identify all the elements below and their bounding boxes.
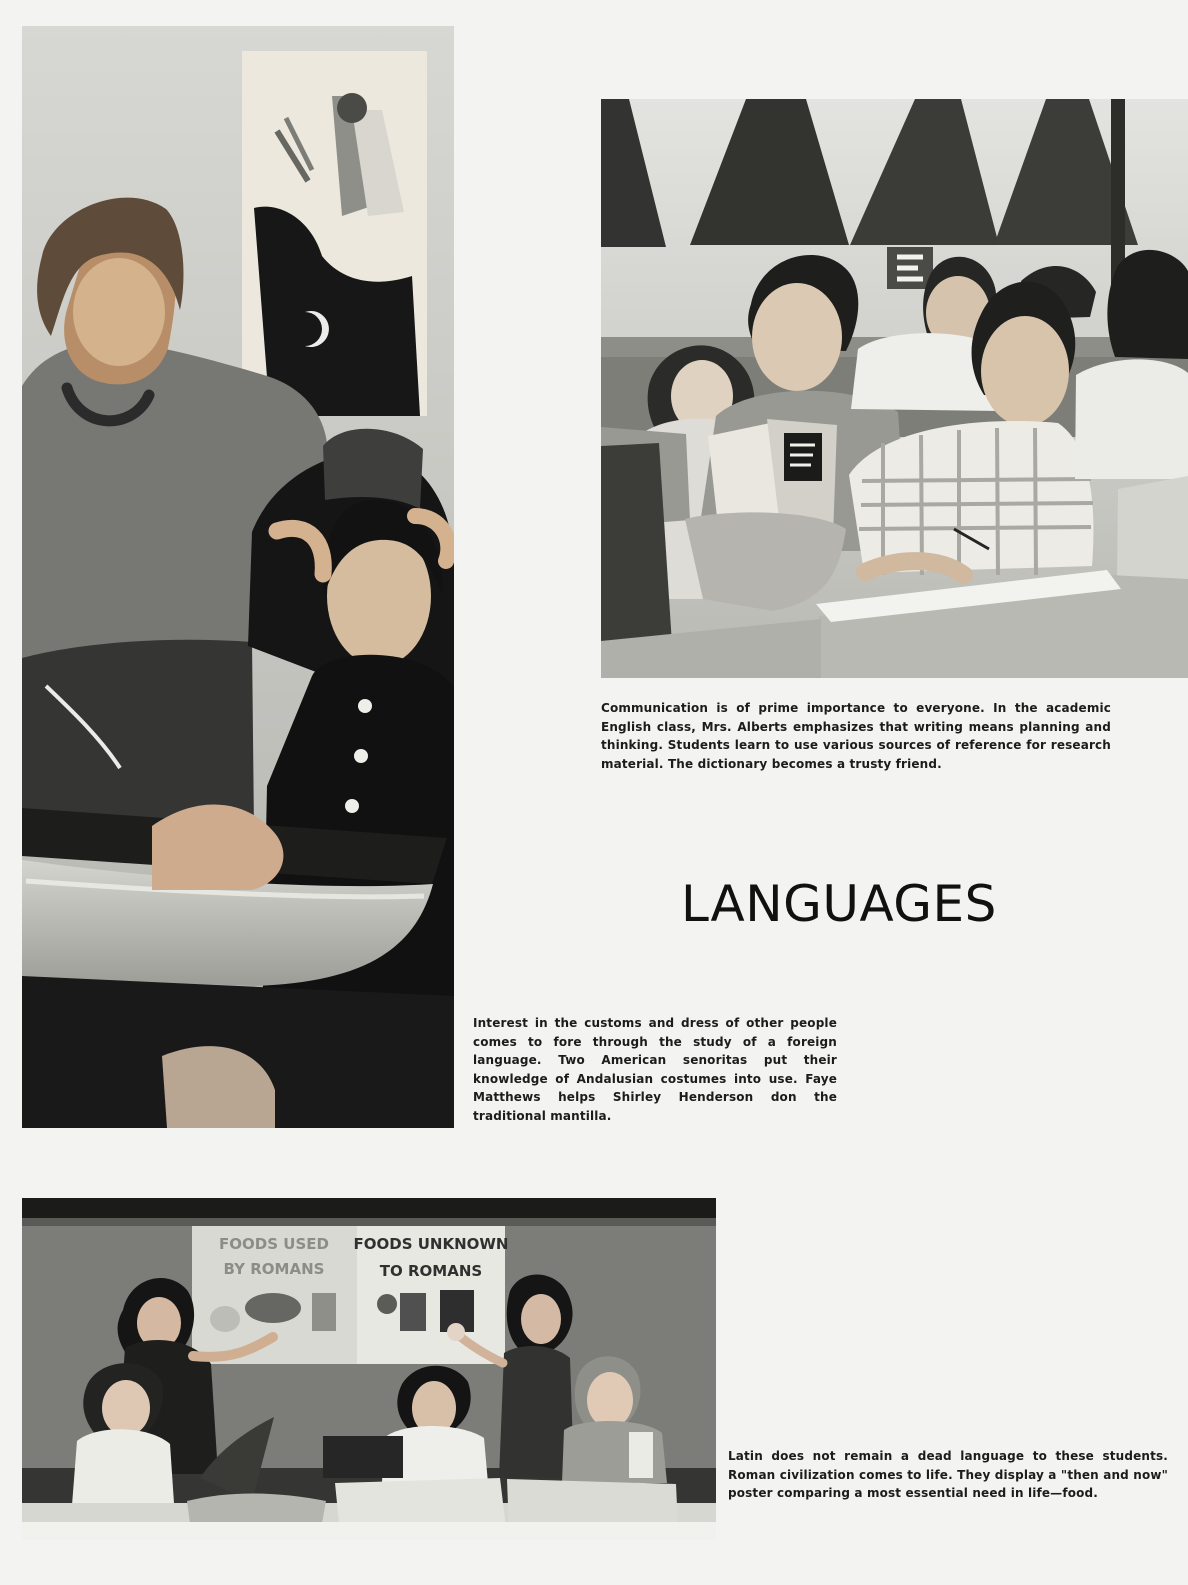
poster-left-line-1: FOODS USED xyxy=(219,1235,329,1253)
latin-class-caption: Latin does not remain a dead language to these students. Roman civilization comes to life. They display a "then and now" poster comparing a most essential need in life—food. xyxy=(728,1449,1168,1500)
english-class-caption: Communication is of prime importance to everyone. In the academic English class, Mrs. Alberts emphasizes that writing means planning and thinking. Students learn to use various sources of reference for research material. The dictionary becomes a trusty friend. xyxy=(601,701,1111,771)
page-title: LANGUAGES xyxy=(681,874,997,933)
spanish-class-caption: Interest in the customs and dress of other people comes to fore through the study of a foreign language. Two American senoritas put their knowledge of Andalusian costumes into use. Faye Matthews helps Shirley Henderson don the traditional mantilla. xyxy=(473,1016,837,1123)
poster-left-line-2: BY ROMANS xyxy=(223,1260,325,1278)
spanish-class-photo xyxy=(22,26,454,1128)
english-class-photo xyxy=(601,99,1188,678)
latin-class-photo xyxy=(22,1198,716,1540)
english-class-image xyxy=(601,99,1188,678)
poster-right-line-1: FOODS UNKNOWN xyxy=(353,1235,509,1253)
spanish-class-image xyxy=(22,26,454,1128)
latin-class-image xyxy=(22,1198,716,1540)
poster-right-line-2: TO ROMANS xyxy=(379,1262,483,1280)
